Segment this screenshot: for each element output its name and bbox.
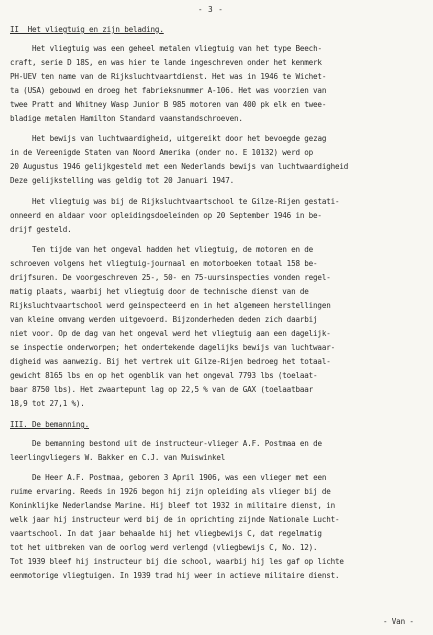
text-line: drijfsuren. De voorgeschreven 25-, 50- en 75-uursinspecties vonden regel- <box>10 273 331 282</box>
continuation-word: - Van - <box>383 617 414 626</box>
text-line: 20 Augustus 1946 gelijkgesteld met een Nederlands bewijs van luchtwaardigheid <box>10 162 349 171</box>
text-line: Ten tijde van het ongeval hadden het vliegtuig, de motoren en de <box>32 245 314 254</box>
text-line: PH-UEV ten name van de Rijksluchtvaartdienst. Het was in 1946 te Wichet- <box>10 72 327 81</box>
text-line: tot het uitbreken van de oorlog werd verlengd (vliegbewijs C, No. 12). <box>10 543 318 552</box>
text-line: onneerd en aldaar voor opleidingsdoeleinden op 20 September 1946 in be- <box>10 211 322 220</box>
text-line: twee Pratt and Whitney Wasp Junior B 985 motoren van 400 pk elk en twee- <box>10 100 327 109</box>
text-line: Deze gelijkstelling was geldig tot 20 Januari 1947. <box>10 176 234 185</box>
text-line: drijf gesteld. <box>10 225 72 234</box>
text-line: Koninklijke Nederlandse Marine. Hij bleef tot 1932 in militaire dienst, in <box>10 501 335 510</box>
text-line: De Heer A.F. Postmaa, geboren 3 April 1906, was een vlieger met een <box>32 473 327 482</box>
text-line: matig plaats, waarbij het vliegtuig door de technische dienst van de <box>10 287 309 296</box>
text-line: baar 8750 lbs). Het zwaartepunt lag op 22,5 % van de GAX (toelaatbaar <box>10 385 314 394</box>
text-line: ta (USA) gebouwd en droeg het fabrieksnummer A-106. Het was voorzien van <box>10 86 327 95</box>
text-line: craft, serie D 18S, en was hier te lande ingeschreven onder het kenmerk <box>10 58 322 67</box>
text-line: Het bewijs van luchtwaardigheid, uitgereikt door het bevoegde gezag <box>32 134 327 143</box>
text-line: leerlingvliegers W. Bakker en C.J. van Muiswinkel <box>10 453 226 462</box>
text-line: eenmotorige vliegtuigen. In 1939 trad hij weer in actieve militaire dienst. <box>10 571 340 580</box>
text-line: digheid was aanwezig. Bij het vertrek uit Gilze-Rijen bedroeg het totaal- <box>10 357 331 366</box>
text-line: Tot 1939 bleef hij instructeur bij die school, waarbij hij les gaf op lichte <box>10 557 344 566</box>
text-line: Het vliegtuig was bij de Rijksluchtvaartschool te Gilze-Rijen gestati- <box>32 197 340 206</box>
text-line: se inspectie onderworpen; het ondertekende dagelijks bewijs van luchtwaar- <box>10 343 335 352</box>
text-line: De bemanning bestond uit de instructeur-vlieger A.F. Postmaa en de <box>32 439 322 448</box>
text-line: Rijksluchtvaartschool werd geinspecteerd en in het algemeen herstellingen <box>10 301 331 310</box>
text-line: ruime ervaring. Reeds in 1926 begon hij zijn opleiding als vlieger bij de <box>10 487 331 496</box>
text-line: in de Vereenigde Staten van Noord Amerika (onder no. E 10132) werd op <box>10 148 314 157</box>
text-line: vaartschool. In dat jaar behaalde hij het vliegbewijs C, dat regelmatig <box>10 529 322 538</box>
text-line: bladige metalen Hamilton Standard vaanstandschroeven. <box>10 114 243 123</box>
section-heading-crew: III. De bemanning. <box>10 420 90 429</box>
text-line: van kleine omvang werden uitgevoerd. Bijzonderheden deden zich daarbij <box>10 315 318 324</box>
text-line: Het vliegtuig was een geheel metalen vliegtuig van het type Beech- <box>32 44 322 53</box>
text-line: schroeven volgens het vliegtuig-journaal en motorboeken totaal 158 be- <box>10 259 318 268</box>
section-heading-aircraft: II Het vliegtuig en zijn belading. <box>10 25 164 34</box>
text-line: niet voor. Op de dag van het ongeval werd het vliegtuig aan een dagelijk- <box>10 329 331 338</box>
page-number: - 3 - <box>198 5 224 14</box>
text-line: welk jaar hij instructeur werd bij de in oprichting zijnde Nationale Lucht- <box>10 515 340 524</box>
text-line: 18,9 tot 27,1 %). <box>10 399 85 408</box>
text-line: gewicht 8165 lbs en op het ogenblik van het ongeval 7793 lbs (toelaat- <box>10 371 318 380</box>
